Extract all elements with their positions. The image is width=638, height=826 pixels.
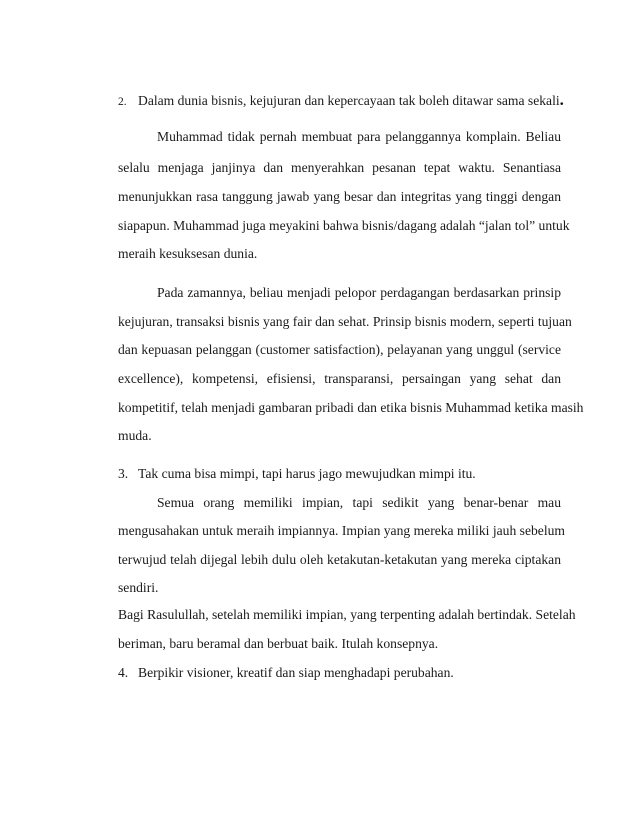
para-3-line-3: terwujud telah dijegal lebih dulu oleh ketakutan-ketakutan yang mereka ciptakan [118, 552, 561, 567]
para-1-line-4: siapapun. Muhammad juga meyakini bahwa bisnis/dagang adalah “jalan tol” untuk [118, 218, 570, 233]
para-2-line-2: kejujuran, transaksi bisnis yang fair dan sehat. Prinsip bisnis modern, seperti tujuan [118, 314, 572, 329]
heading-2-end: . [559, 90, 564, 109]
para-2-line-4: excellence), kompetensi, efisiensi, transparansi, persaingan yang sehat dan [118, 371, 561, 386]
heading-4-text: Berpikir visioner, kreatif dan siap menghadapi perubahan. [138, 665, 454, 680]
heading-4-number: 4. [118, 665, 129, 680]
para-4-line-1: Bagi Rasulullah, setelah memiliki impian, yang terpenting adalah bertindak. Setelah [118, 607, 576, 622]
heading-3 [118, 466, 561, 482]
para-1-line-1: Muhammad tidak pernah membuat para pelanggannya komplain. Beliau [157, 129, 561, 144]
heading-2 [118, 90, 564, 110]
heading-2-number: 2. [118, 96, 127, 108]
heading-4 [118, 665, 561, 681]
para-1-line-3: menunjukkan rasa tanggung jawab yang besar dan integritas yang tinggi dengan [118, 189, 561, 204]
para-3-line-4: sendiri. [118, 580, 159, 595]
para-1-line-2: selalu menjaga janjinya dan menyerahkan pesanan tepat waktu. Senantiasa [118, 160, 561, 175]
heading-2-text: Dalam dunia bisnis, kejujuran dan kepercayaan tak boleh ditawar sama sekali [138, 93, 560, 108]
heading-3-text: Tak cuma bisa mimpi, tapi harus jago mewujudkan mimpi itu. [138, 466, 476, 481]
para-3-line-1: Semua orang memiliki impian, tapi sedikit yang benar-benar mau [157, 495, 561, 510]
para-1-line-5: meraih kesuksesan dunia. [118, 246, 258, 261]
para-2-line-1: Pada zamannya, beliau menjadi pelopor perdagangan berdasarkan prinsip [157, 285, 561, 300]
para-2-line-3: dan kepuasan pelanggan (customer satisfaction), pelayanan yang unggul (service [118, 342, 561, 357]
heading-3-number: 3. [118, 466, 129, 481]
para-2-line-5: kompetitif, telah menjadi gambaran pribadi dan etika bisnis Muhammad ketika masih [118, 400, 584, 415]
para-4-line-2: beriman, baru beramal dan berbuat baik. Itulah konsepnya. [118, 636, 439, 651]
para-3-line-2: mengusahakan untuk meraih impiannya. Impian yang mereka miliki jauh sebelum [118, 523, 565, 538]
para-2-line-6: muda. [118, 428, 152, 443]
